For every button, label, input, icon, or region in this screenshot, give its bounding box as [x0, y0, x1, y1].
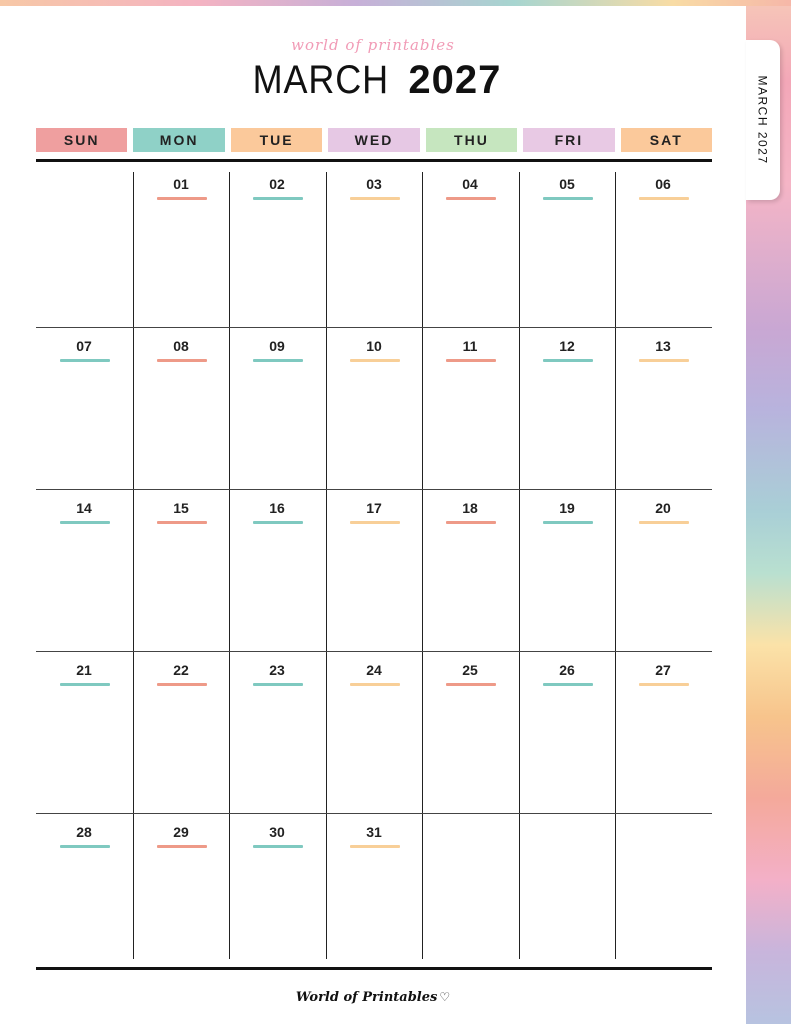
date-number: 04 — [462, 176, 478, 192]
date-underline — [446, 521, 496, 524]
date-underline — [350, 845, 400, 848]
day-cell[interactable] — [133, 810, 229, 840]
date-number: 12 — [559, 338, 575, 354]
day-cell[interactable] — [326, 810, 422, 840]
date-number: 05 — [559, 176, 575, 192]
date-number: 28 — [76, 824, 92, 840]
date-number: 08 — [173, 338, 189, 354]
date-underline — [253, 197, 303, 200]
date-underline — [446, 197, 496, 200]
day-cell[interactable] — [326, 162, 422, 192]
weekday-mon: MON — [133, 128, 224, 152]
page-title — [0, 58, 746, 103]
month-tab[interactable] — [746, 40, 780, 200]
date-number: 02 — [269, 176, 285, 192]
weekday-thu: THU — [426, 128, 517, 152]
day-cell[interactable] — [133, 324, 229, 354]
date-number: 19 — [559, 500, 575, 516]
date-number: 23 — [269, 662, 285, 678]
date-underline — [543, 521, 593, 524]
date-number: 21 — [76, 662, 92, 678]
column-divider — [615, 172, 616, 959]
footer-brand — [0, 990, 746, 1005]
date-number: 31 — [366, 824, 382, 840]
date-number: 25 — [462, 662, 478, 678]
day-cell[interactable] — [519, 324, 615, 354]
day-cell[interactable] — [36, 486, 132, 516]
date-number: 20 — [655, 500, 671, 516]
date-number: 14 — [76, 500, 92, 516]
title-year: 2027 — [408, 58, 502, 102]
day-cell[interactable] — [326, 648, 422, 678]
date-underline — [253, 845, 303, 848]
day-cell[interactable] — [326, 324, 422, 354]
day-cell[interactable] — [615, 648, 711, 678]
tab-label: MARCH 2027 — [756, 75, 770, 165]
weekday-fri: FRI — [523, 128, 614, 152]
date-underline — [350, 521, 400, 524]
date-number: 03 — [366, 176, 382, 192]
date-underline — [60, 683, 110, 686]
date-underline — [350, 197, 400, 200]
day-cell[interactable] — [422, 486, 518, 516]
date-number: 22 — [173, 662, 189, 678]
date-underline — [157, 521, 207, 524]
date-number: 06 — [655, 176, 671, 192]
date-number: 29 — [173, 824, 189, 840]
date-underline — [543, 359, 593, 362]
day-cell[interactable] — [133, 648, 229, 678]
day-cell[interactable] — [519, 810, 615, 840]
day-cell[interactable] — [326, 486, 422, 516]
date-underline — [446, 683, 496, 686]
date-underline — [639, 521, 689, 524]
date-underline — [253, 521, 303, 524]
day-cell[interactable] — [36, 648, 132, 678]
footer-brand-text: World of Printables — [295, 990, 438, 1005]
day-cell[interactable] — [615, 810, 711, 840]
day-cell[interactable] — [229, 648, 325, 678]
day-cell[interactable] — [36, 810, 132, 840]
date-underline — [60, 359, 110, 362]
day-cell[interactable] — [229, 324, 325, 354]
day-cell[interactable] — [422, 162, 518, 192]
date-underline — [60, 521, 110, 524]
day-cell[interactable] — [519, 486, 615, 516]
date-number: 24 — [366, 662, 382, 678]
column-divider — [326, 172, 327, 959]
date-underline — [157, 359, 207, 362]
day-cell[interactable] — [133, 162, 229, 192]
day-cell[interactable] — [615, 162, 711, 192]
date-underline — [253, 359, 303, 362]
date-underline — [639, 683, 689, 686]
column-divider — [133, 172, 134, 959]
calendar-grid — [36, 159, 712, 970]
date-number: 26 — [559, 662, 575, 678]
day-cell[interactable] — [519, 648, 615, 678]
date-number: 01 — [173, 176, 189, 192]
date-underline — [157, 683, 207, 686]
weekday-header-row — [36, 128, 712, 152]
weekday-tue: TUE — [231, 128, 322, 152]
brand-script: world of printables — [291, 36, 455, 54]
date-number: 07 — [76, 338, 92, 354]
date-number: 30 — [269, 824, 285, 840]
title-month: MARCH — [252, 58, 389, 102]
day-cell[interactable] — [615, 486, 711, 516]
day-cell[interactable] — [36, 162, 132, 192]
day-cell[interactable] — [422, 324, 518, 354]
day-cell[interactable] — [36, 324, 132, 354]
column-divider — [422, 172, 423, 959]
date-number: 11 — [462, 338, 478, 354]
date-underline — [60, 845, 110, 848]
date-underline — [543, 197, 593, 200]
weekday-sun: SUN — [36, 128, 127, 152]
date-underline — [157, 845, 207, 848]
date-underline — [543, 683, 593, 686]
date-underline — [253, 683, 303, 686]
date-underline — [350, 683, 400, 686]
date-number: 18 — [462, 500, 478, 516]
date-underline — [157, 197, 207, 200]
heart-icon: ♡ — [439, 990, 451, 1004]
date-number: 27 — [655, 662, 671, 678]
date-number: 16 — [269, 500, 285, 516]
column-divider — [229, 172, 230, 959]
day-cell[interactable] — [422, 648, 518, 678]
day-cell[interactable] — [519, 162, 615, 192]
day-cell[interactable] — [229, 486, 325, 516]
date-underline — [639, 359, 689, 362]
day-cell[interactable] — [229, 810, 325, 840]
weekday-sat: SAT — [621, 128, 712, 152]
day-cell[interactable] — [615, 324, 711, 354]
day-cell[interactable] — [229, 162, 325, 192]
date-number: 10 — [366, 338, 382, 354]
date-number: 15 — [173, 500, 189, 516]
date-underline — [639, 197, 689, 200]
date-underline — [350, 359, 400, 362]
date-number: 17 — [366, 500, 382, 516]
day-cell[interactable] — [422, 810, 518, 840]
date-number: 09 — [269, 338, 285, 354]
day-cell[interactable] — [133, 486, 229, 516]
weekday-wed: WED — [328, 128, 419, 152]
date-underline — [446, 359, 496, 362]
date-number: 13 — [655, 338, 671, 354]
column-divider — [519, 172, 520, 959]
